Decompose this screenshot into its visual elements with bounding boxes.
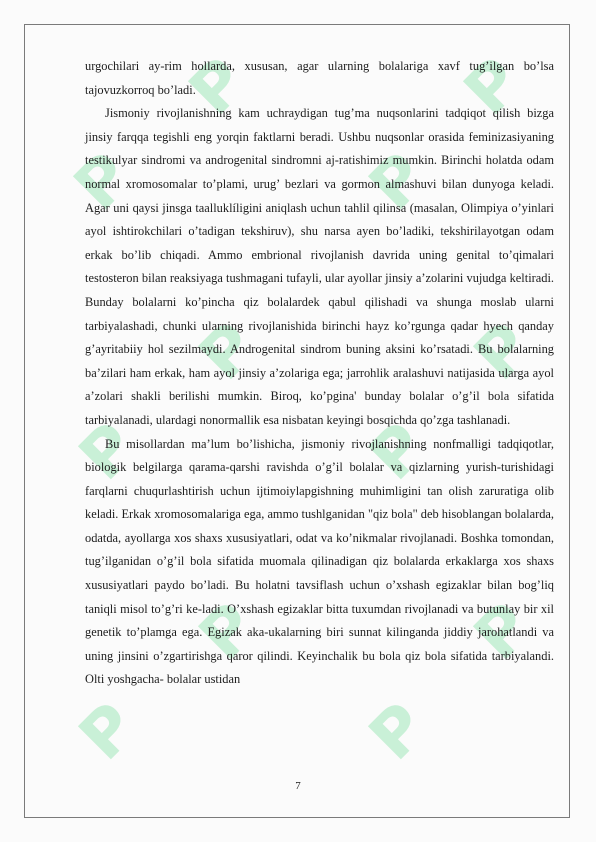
watermark-letter: P [355, 139, 442, 225]
watermark-letter: P [65, 689, 152, 775]
watermark-letter: P [460, 589, 547, 675]
watermark-letter: P [185, 589, 272, 675]
watermark-letter: P [65, 409, 152, 495]
watermark-letter: P [355, 409, 442, 495]
page-number: 7 [295, 780, 301, 792]
watermark-letter: P [355, 689, 442, 775]
body-text [85, 55, 554, 692]
watermark-letter: P [185, 309, 272, 395]
watermark-letter: P [175, 44, 262, 130]
watermark-letter: P [60, 139, 147, 225]
paragraph: Jismoniy rivojlanishning kam uchraydigan tug’ma nuqsonlarini tadqiqot qilish bizga jinsiy farqqa tegishli eng yorqin faktlarni beradi. Ushbu nuqsonlar orasida feminizasiyaning testikulyar sindromi va androgenital sindromni aj-ratishimiz mumkin. Birinchi holatda odam normal xromosomalar to’plami, urug’ bezlari va gormon almashuvi bilan dunyoga keladi. Agar uni qaysi jinsga taalluklíligini aniqlash uchun tahlil qilinsa (masalan, Olimpiya o’yinlari ayol ishtirokchilari o’tadigan tekshiruv), shu narsa ayen bo’ladiki, tekshirilayotgan odam erkak bo’lib chiqadi. Ammo embrional rivojlanish davrida uning genital to’qimalari testosteron bilan reaksiyaga tushmagani tufayli, ular ayollar jinsiy a’zolarini vujudga keltiradi. Bunday bolalarni ko’pincha qiz bolalardek qabul qilishadi va shunga moslab ularni tarbiyalashadi, chunki ularning rivojlanishida birinchi hayz ko’rgunga qadar hyech qanday g’ayritabiiy hol sezilmaydi. Androgenital sindrom buning aksini ko’rsatadi. Bu bolalarning ba’zilari ham erkak, ham ayol jinsiy a’zolariga ega; jarrohlik aralashuvi natijasida ularga ayol a’zolari shakli berilishi mumkin. Biroq, ko’pgina' bunday bolalar o’g’il bola sifatida tarbiyalanadi, ulardagi nonormallik esa nisbatan keyingi bosqichda qo’zga tashlanadi. [85, 106, 554, 427]
paragraph-continuation: urgochilari ay-rim hollarda, xususan, agar ularning bolalariga xavf tug’ilgan bo’lsa tajovuzkorroq bo’ladi. [85, 59, 554, 97]
paragraph: Bu misollardan ma’lum bo’lishicha, jismoniy rivojlanishning nonfmalligi tadqiqotlar, biologik belgilarga qarama-qarshi ravishda o’g’il bolalar va qizlarning yurish-turishidagi farqlarni chuqurlashtirish uchun ijtimoiylapgishning muhimligini tan olish zaruratiga olib keladi. Erkak xromosomalariga ega, ammo tushlganidan "qiz bola" deb hisoblangan bolalarda, odatda, ayollarga xos shaxs xususiyatlari, odat va ko’nikmalar rivojlanadi. Boshka tomondan, tug’ilganidan o’g’il bola sifatida muomala qilinadigan qiz bolalarda erkaklarga xos shaxs xususiyatlari paydo bo’ladi. Bu holatni tavsiflash uchun o’xshash egizaklar bilan bog’liq taniqli misol to’g’ri ke-ladi. O’xshash egizaklar bitta tuxumdan rivojlanadi va butunlay bir xil genetik to’plamga ega. Egizak aka-ukalarning biri sunnat kilinganda jiddiy jarohatlandi va uning jinsini o’zgartirishga qaror qilindi. Keyinchalik bu bola qiz bola sifatida tarbiyalandi. Olti yoshgacha- bolalar ustidan [85, 436, 554, 687]
watermark-letter: P [450, 44, 537, 130]
watermark-letter: P [460, 309, 547, 395]
